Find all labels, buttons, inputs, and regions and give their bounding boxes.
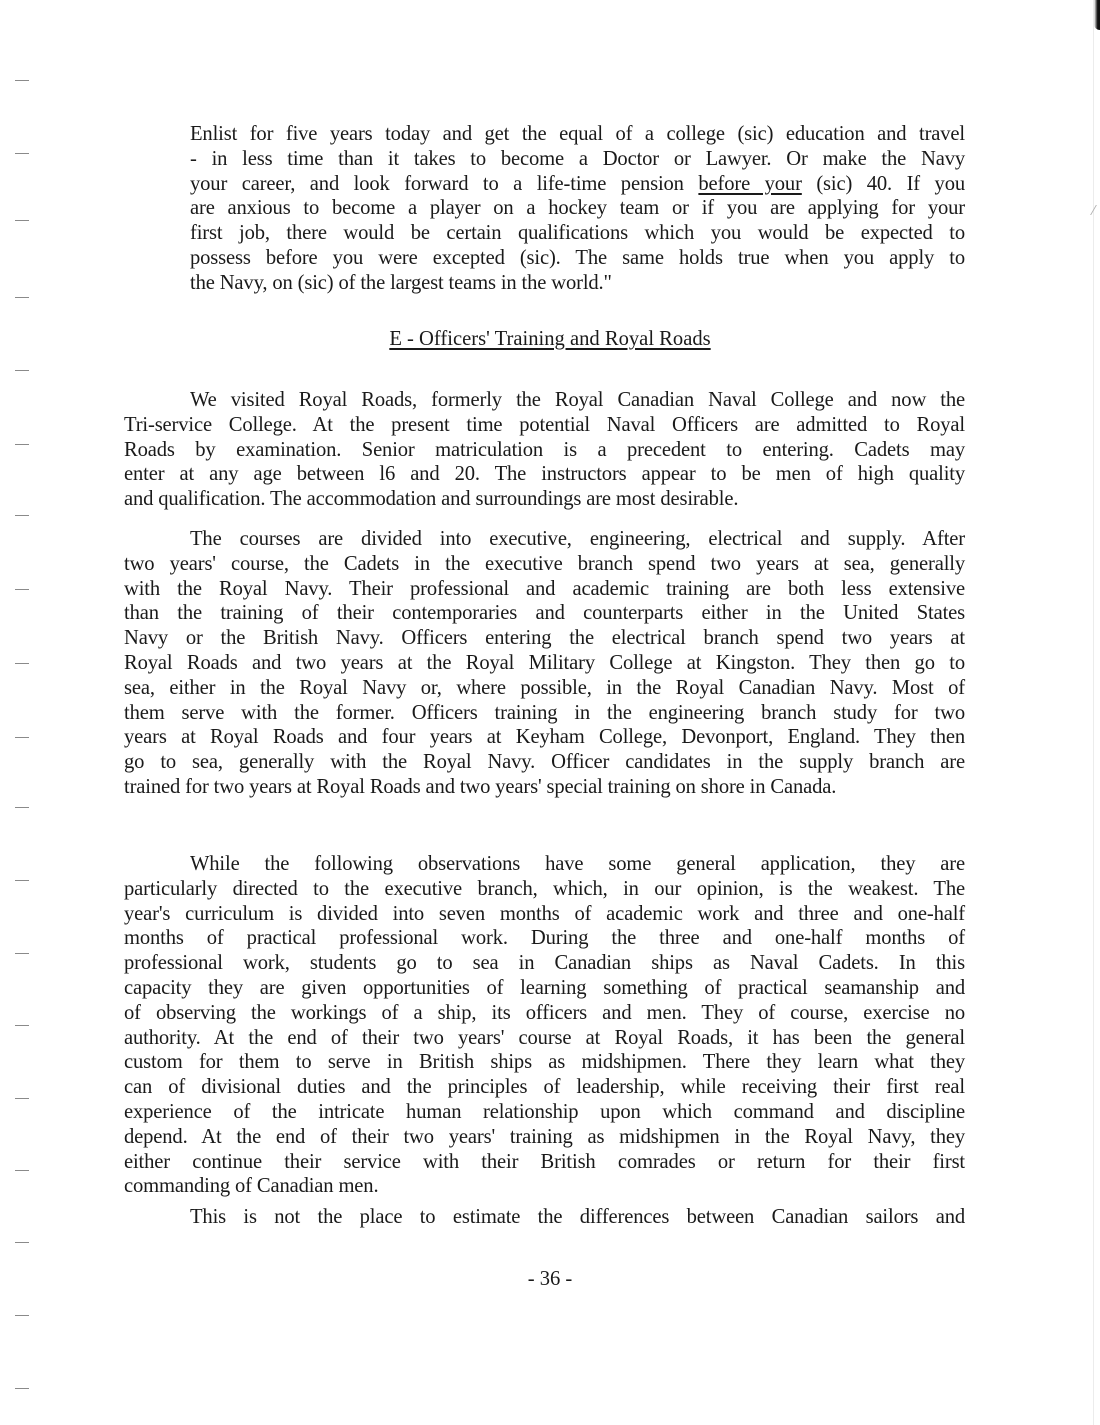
paragraph [124, 852, 965, 1199]
margin-mark [15, 807, 29, 808]
text-line: authority. At the end of their two years' course at Royal Roads, it has been the general [124, 1026, 965, 1049]
margin-mark [15, 370, 29, 371]
margin-mark [15, 444, 29, 445]
section-heading [0, 326, 1100, 352]
text-line: possess before you were excepted (sic). The same holds true when you apply to [190, 246, 965, 269]
text-line: Enlist for five years today and get the equal of a college (sic) education and travel [190, 123, 965, 145]
scan-speck [1090, 205, 1100, 215]
text-fragment: (sic) 40. If you [801, 172, 966, 195]
text-line: them serve with the former. Officers training in the engineering branch study for two [124, 701, 965, 724]
page-number: - 36 - [527, 1268, 573, 1290]
text-line: While the following observations have some general application, they are [190, 853, 965, 875]
text-line: go to sea, generally with the Royal Navy. Officer candidates in the supply branch are [124, 751, 965, 774]
paragraph [124, 1205, 965, 1230]
text-line: sea, either in the Royal Navy or, where possible, in the Royal Canadian Navy. Most of [124, 676, 965, 699]
margin-mark [15, 737, 29, 738]
text-line: the Navy, on (sic) of the largest teams in the world." [190, 271, 612, 294]
text-line: and qualification. The accommodation and surroundings are most desirable. [124, 488, 739, 511]
text-line: can of divisional duties and the principles of leadership, while receiving their first real [124, 1076, 965, 1099]
paragraph [124, 527, 965, 800]
text-line: months of practical professional work. During the three and one-half months of [124, 927, 965, 950]
margin-mark [15, 153, 29, 154]
text-line: Roads by examination. Senior matriculation is a precedent to entering. Cadets may [124, 438, 965, 461]
text-line [190, 172, 965, 197]
text-line: custom for them to serve in British ships as midshipmen. There they learn what they [124, 1051, 965, 1074]
text-line: experience of the intricate human relationship upon which command and discipline [124, 1100, 965, 1123]
text-line: years at Royal Roads and four years at Keyham College, Devonport, England. They then [124, 726, 965, 749]
text-line: enter at any age between l6 and 20. The instructors appear to be men of high quality [124, 463, 965, 486]
text-line: than the training of their contemporaries and counterparts either in the United States [124, 602, 965, 625]
text-line: first job, there would be certain qualifications which you would be expected to [190, 222, 965, 245]
paragraph [124, 388, 965, 512]
text-line: are anxious to become a player on a hockey team or if you are applying for your [190, 197, 965, 220]
text-line: particularly directed to the executive branch, which, in our opinion, is the weakest. The [124, 877, 965, 900]
text-line: capacity they are given opportunities of learning something of practical seamanship and [124, 976, 965, 999]
text-line: - in less time than it takes to become a Doctor or Lawyer. Or make the Navy [190, 147, 965, 170]
text-line: Navy or the British Navy. Officers entering the electrical branch spend two years at [124, 627, 965, 650]
quote-block [190, 122, 965, 296]
margin-mark [15, 1242, 29, 1243]
underlined-text: before your [698, 172, 802, 195]
text-line: two years' course, the Cadets in the executive branch spend two years at sea, generally [124, 552, 965, 575]
text-line: trained for two years at Royal Roads and two years' special training on shore in Canada. [124, 775, 837, 798]
text-line: We visited Royal Roads, formerly the Royal Canadian Naval College and now the [190, 389, 965, 411]
margin-mark [15, 880, 29, 881]
margin-mark [15, 80, 29, 81]
text-line: depend. At the end of their two years' training as midshipmen in the Royal Navy, they [124, 1125, 965, 1148]
text-line: with the Royal Navy. Their professional and academic training are both less extensive [124, 577, 965, 600]
margin-mark [15, 297, 29, 298]
text-line: This is not the place to estimate the differences between Canadian sailors and [190, 1206, 965, 1228]
text-line: either continue their service with their British comrades or return for their first [124, 1150, 965, 1173]
margin-mark [15, 589, 29, 590]
text-line: Royal Roads and two years at the Royal Military College at Kingston. They then go to [124, 651, 965, 674]
section-heading-text: E - Officers' Training and Royal Roads [389, 328, 711, 350]
margin-mark [15, 1025, 29, 1026]
text-fragment: your career, and look forward to a life-time pension [190, 172, 699, 195]
margin-mark [15, 515, 29, 516]
text-line: commanding of Canadian men. [124, 1175, 379, 1198]
margin-mark [15, 220, 29, 221]
text-line: year's curriculum is divided into seven months of academic work and three and one-half [124, 902, 965, 925]
margin-mark [15, 1315, 29, 1316]
text-line: professional work, students go to sea in Canadian ships as Naval Cadets. In this [124, 952, 965, 975]
margin-mark [15, 1388, 29, 1389]
text-line: The courses are divided into executive, engineering, electrical and supply. After [190, 528, 965, 550]
page-corner-shadow [1094, 0, 1100, 30]
text-line: Tri-service College. At the present time potential Naval Officers are admitted to Royal [124, 413, 965, 436]
text-line: of observing the workings of a ship, its officers and men. They of course, exercise no [124, 1001, 965, 1024]
margin-mark [15, 1098, 29, 1099]
margin-mark [15, 1170, 29, 1171]
margin-mark [15, 663, 29, 664]
margin-mark [15, 953, 29, 954]
